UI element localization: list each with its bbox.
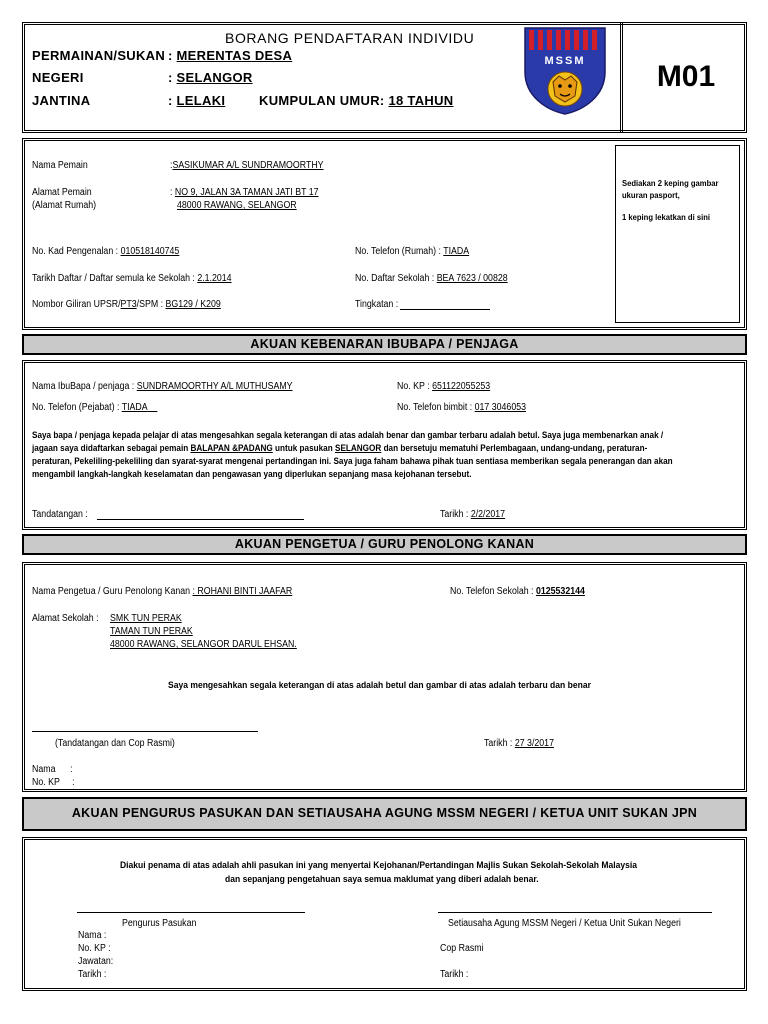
school-address-1: SMK TUN PERAK [110,613,182,624]
guardian-kp-value: 651122055253 [432,381,491,392]
principal-date-label: Tarikh : [484,738,513,749]
parent-decl-line1: Saya bapa / penjaga kepada pelajar di atas mengesahkan segala keterangan di atas adalah benar dan gambar terbaru adalah betul. Saya juga membenarkan anak / [32,430,664,441]
state-value: SELANGOR [176,70,253,85]
age-group-label: KUMPULAN UMUR: [259,93,385,108]
secretary-tarikh: Tarikh : [440,969,469,980]
committee-section-bar: AKUAN PENGURUS PASUKAN DAN SETIAUSAHA AGUNG MSSM NEGERI / KETUA UNIT SUKAN JPN [22,797,747,831]
gender-value: LELAKI [176,93,226,108]
school-address-2: TAMAN TUN PERAK [110,626,193,637]
ic-label: No. Kad Pengenalan : [32,246,119,257]
sport-label: PERMAINAN/SUKAN [32,48,166,63]
parent-decl-team: SELANGOR [334,443,382,454]
principal-kp-label: No. KP [32,777,60,788]
player-name-label: Nama Pemain [32,160,88,171]
principal-confirm: Saya mengesahkan segala keterangan di atas adalah betul dan gambar di atas adalah terbaru dan benar [168,680,591,691]
exam-label-a: Nombor Giliran UPSR/ [32,299,121,310]
parent-decl-line3: peraturan, Pekeliling-pekeliling dan syarat-syarat mengenai pertandingan ini. Saya juga faham bahawa pihak tuan sentiasa memberikan segala penerangan dan akan [32,456,673,467]
player-address-2: 48000 RAWANG, SELANGOR [177,200,297,211]
guardian-name-field [32,381,293,392]
principal-name-field [32,586,292,597]
gender-label: JANTINA [32,93,91,108]
manager-kp: No. KP : [78,943,111,954]
parent-date-field [440,509,505,520]
player-name-value: SASIKUMAR A/L SUNDRAMOORTHY [172,160,324,171]
school-reg-field [355,273,508,284]
parent-decl-2a: jagaan saya didaftarkan sebagai pemain [32,443,191,454]
parent-decl-line2 [32,442,720,455]
parent-date-value: 2/2/2017 [470,509,506,520]
principal-section-bar: AKUAN PENGETUA / GURU PENOLONG KANAN [22,534,747,555]
home-phone-label: No. Telefon (Rumah) : [355,246,441,257]
principal-sign-line [32,731,258,732]
home-phone-value: TIADA [443,246,470,257]
school-address-label: Alamat Sekolah : [32,613,99,624]
exam-label-b: PT3 [120,299,137,310]
ic-value: 010518140745 [120,246,180,257]
manager-caption: Pengurus Pasukan [122,918,197,929]
player-address-label: Alamat Pemain [32,187,92,198]
sport-colon: : MERENTAS DESA [168,48,293,63]
state-label: NEGERI [32,70,84,85]
parent-decl-2c: untuk pasukan [272,443,335,454]
exam-value: BG129 / K209 [165,299,221,310]
form-level-field [355,299,398,310]
school-phone-value: 0125532144 [535,586,585,597]
manager-tarikh: Tarikh : [78,969,107,980]
school-address-3: 48000 RAWANG, SELANGOR DARUL EHSAN. [110,639,297,650]
principal-nama: Nama : [32,764,73,775]
guardian-name-label: Nama IbuBapa / penjaga : [32,381,135,392]
photo-note-2: ukuran pasport, [622,190,680,200]
parent-sign-line [97,519,304,520]
photo-note-1: Sediakan 2 keping gambar [622,178,719,188]
school-phone-field [450,586,585,597]
player-name-field: :SASIKUMAR A/L SUNDRAMOORTHY [170,160,324,171]
reg-date-label: Tarikh Daftar / Daftar semula ke Sekolah : [32,273,195,284]
exam-field [32,299,221,310]
guardian-name-value: SUNDRAMOORTHY A/L MUTHUSAMY [136,381,293,392]
photo-box [615,145,740,323]
mobile-label: No. Telefon bimbit : [397,402,473,413]
committee-line2: dan sepanjang pengetahuan saya semua maklumat yang diberi adalah benar. [225,874,539,885]
guardian-kp-field [397,381,490,392]
form-code: M01 [656,60,716,93]
mobile-field [397,402,526,413]
age-group [259,93,453,108]
photo-note-3: 1 keping lekatkan di sini [622,212,711,222]
principal-name-value: : ROHANI BINTI JAAFAR [192,586,293,597]
school-reg-value: BEA 7623 / 00828 [436,273,508,284]
logo-text: MSSM [544,55,586,67]
committee-line1: Diakui penama di atas adalah ahli pasukan ini yang menyertai Kejohanan/Pertandingan Majlis Sukan Sekolah-Sekolah Malaysia [120,860,637,871]
parent-section-bar: AKUAN KEBENARAN IBUBAPA / PENJAGA [22,334,747,355]
secretary-caption: Setiausaha Agung MSSM Negeri / Ketua Unit Sukan Negeri [448,918,681,929]
gender-colon: : LELAKI [168,93,226,108]
parent-declaration [32,429,720,481]
school-reg-label: No. Daftar Sekolah : [355,273,435,284]
header-divider [620,22,623,133]
player-address-1: : NO 9, JALAN 3A TAMAN JATI BT 17 [170,187,319,198]
principal-date-value: 27 3/2017 [514,738,554,749]
exam-label-c: /SPM : [136,299,164,310]
state-colon: : SELANGOR [168,70,253,85]
principal-sign-caption: (Tandatangan dan Cop Rasmi) [55,738,175,749]
guardian-kp-label: No. KP : [397,381,430,392]
sport-value: MERENTAS DESA [176,48,293,63]
parent-decl-line4: mengambil langkah-langkah keselamatan dan pengawasan yang diperlukan sepanjang masa kejohanan tersebut. [32,469,472,480]
parent-date-label: Tarikh : [440,509,469,520]
player-address-sub: (Alamat Rumah) [32,200,97,211]
ic-field [32,246,179,257]
secretary-sign-line [438,912,712,913]
office-phone-field [32,402,157,413]
form-level-label: Tingkatan : [355,299,399,310]
manager-nama: Nama : [78,930,107,941]
form-level-line [400,309,490,310]
manager-sign-line [77,912,305,913]
office-phone-value: TIADA [121,402,148,413]
principal-kp: No. KP : [32,777,75,788]
parent-decl-event: BALAPAN &PADANG [190,443,273,454]
parent-decl-2e: dan bersetuju mematuhi Perlembagaan, undang-undang, peraturan- [381,443,648,454]
home-phone-field [355,246,469,257]
mssm-logo [520,24,610,116]
mobile-value: 017 3046053 [474,402,527,413]
principal-date-field [484,738,554,749]
manager-jawatan: Jawatan: [78,956,114,967]
age-group-value: 18 TAHUN [388,93,454,108]
form-title: BORANG PENDAFTARAN INDIVIDU [225,30,475,46]
secretary-cop: Cop Rasmi [440,943,484,954]
principal-name-label: Nama Pengetua / Guru Penolong Kanan [32,586,191,597]
office-phone-label: No. Telefon (Pejabat) : [32,402,120,413]
parent-sign-label: Tandatangan : [32,509,88,520]
school-phone-label: No. Telefon Sekolah : [450,586,534,597]
reg-date-field [32,273,232,284]
principal-nama-label: Nama [32,764,56,775]
reg-date-value: 2.1.2014 [197,273,232,284]
player-address-line1: NO 9, JALAN 3A TAMAN JATI BT 17 [174,187,319,198]
